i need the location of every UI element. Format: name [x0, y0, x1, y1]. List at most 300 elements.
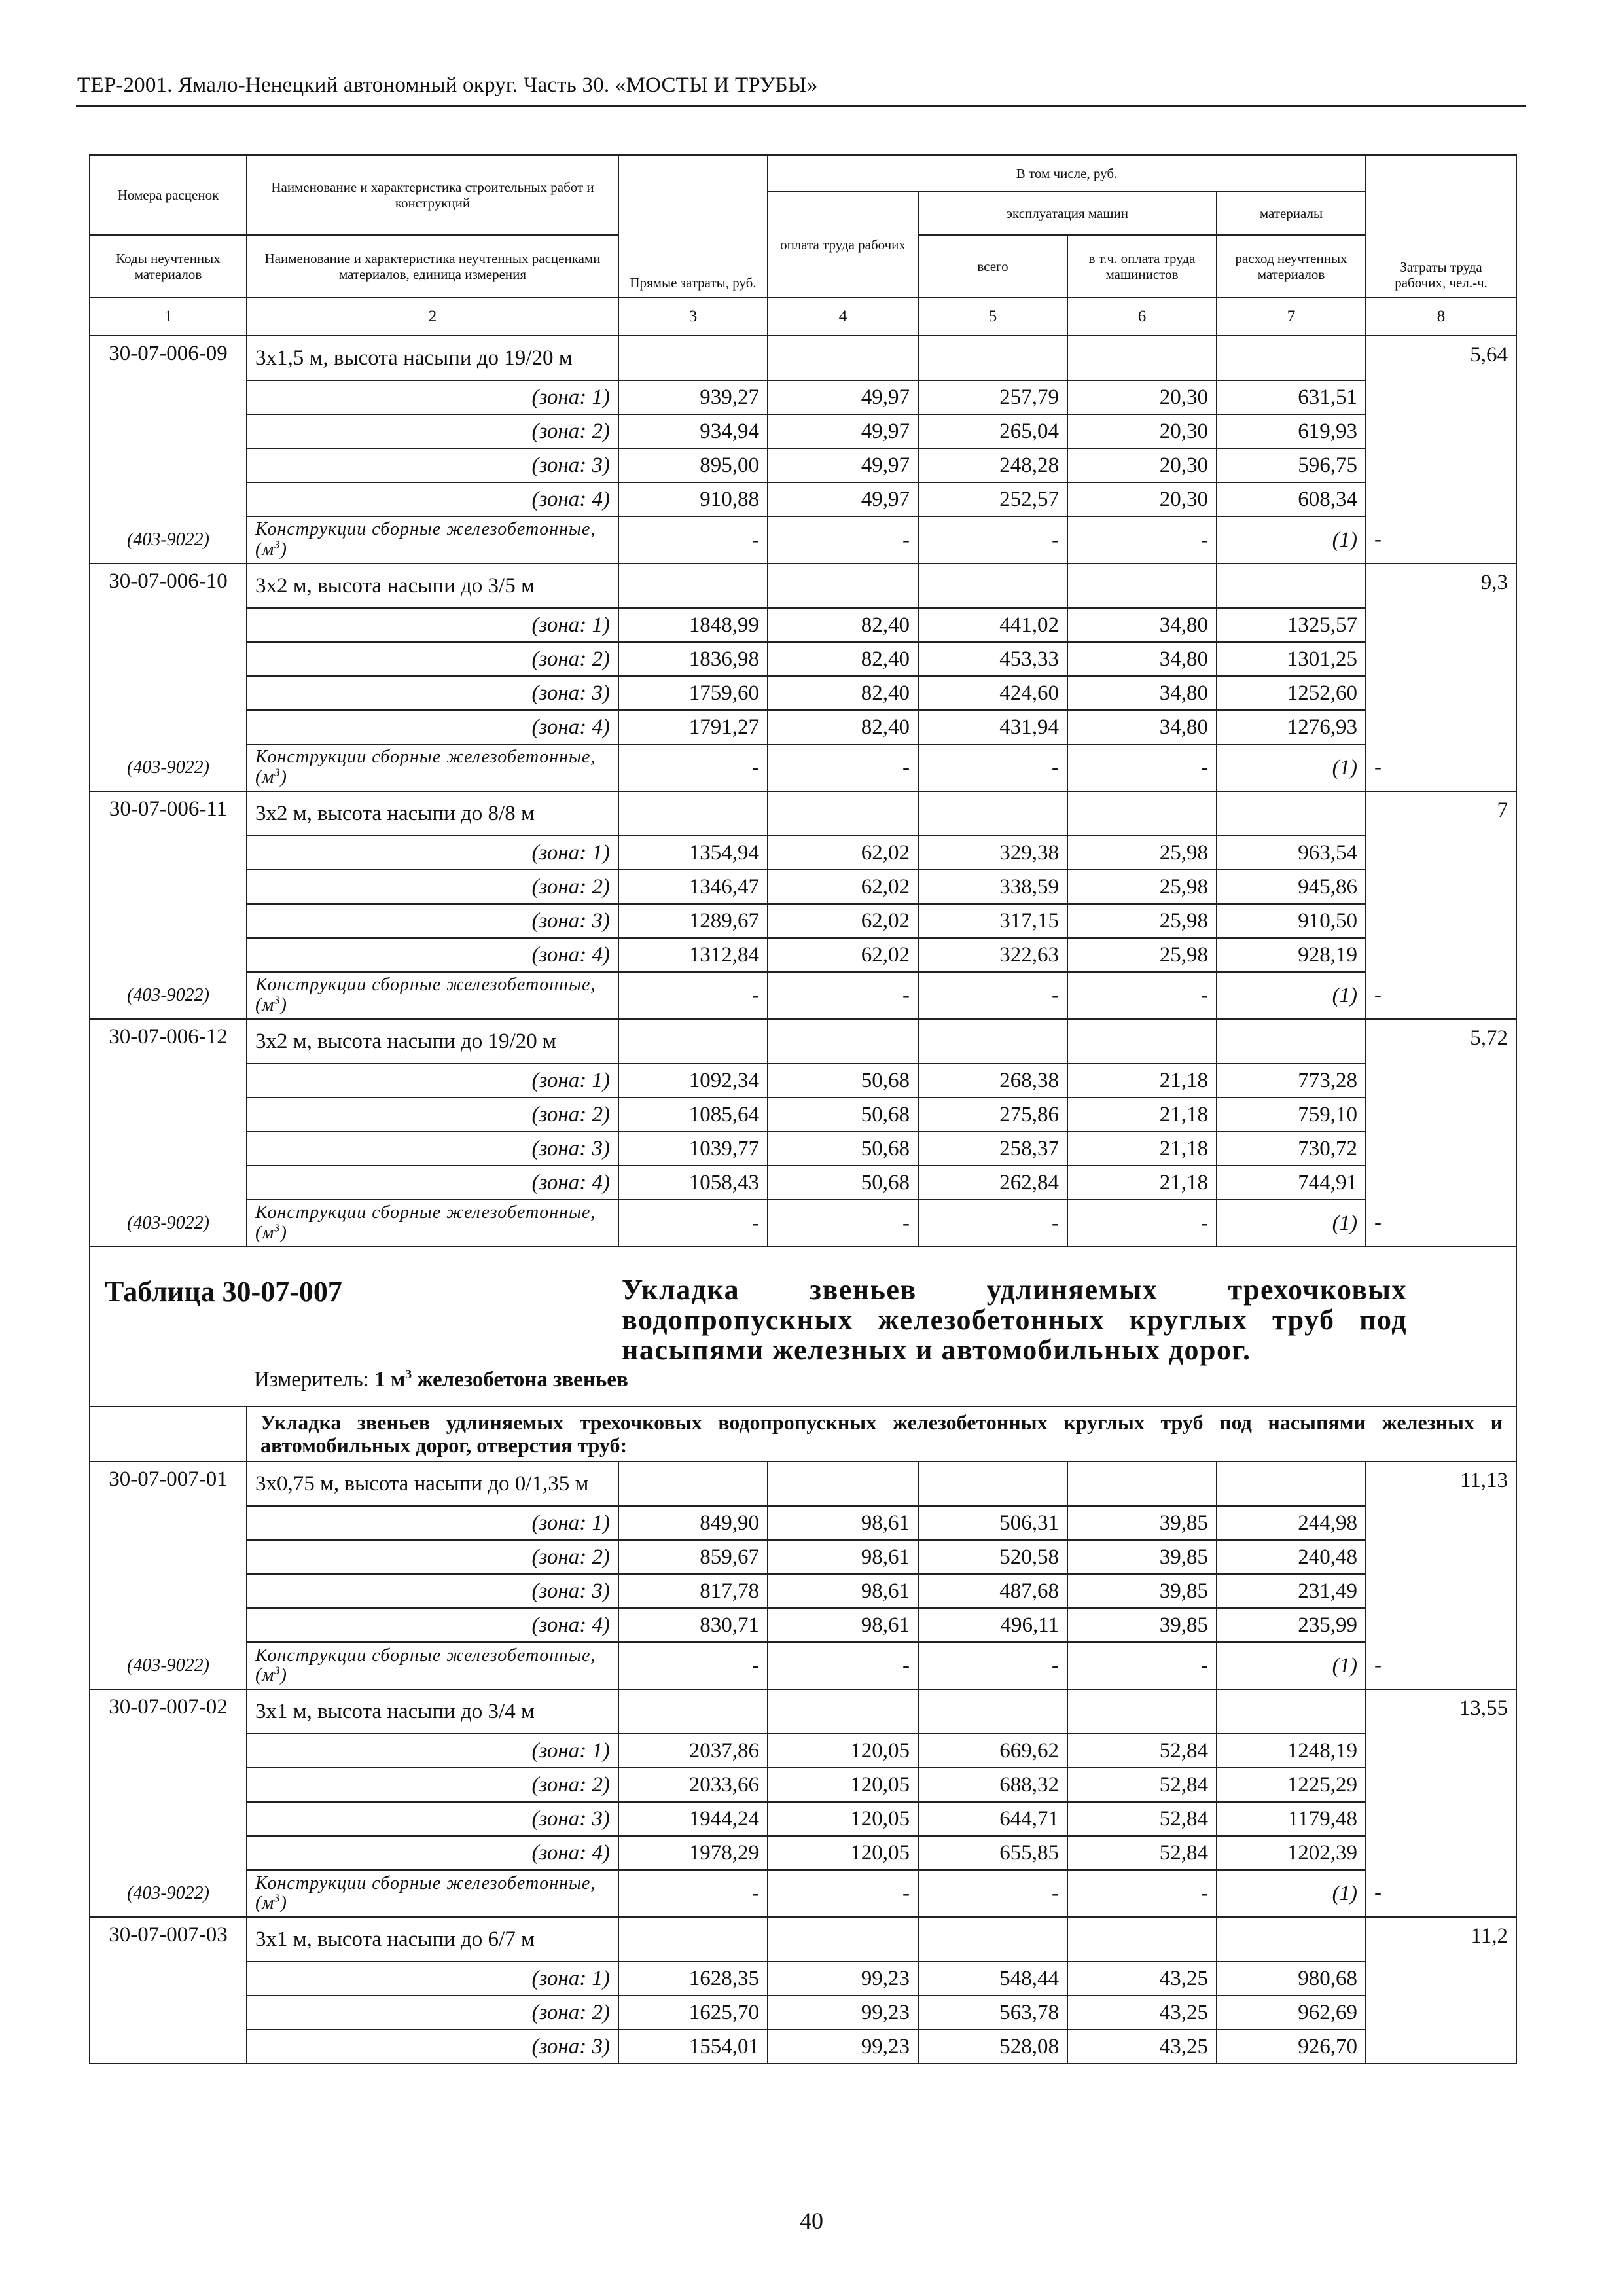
operator-wages: 52,84 — [1067, 1734, 1217, 1768]
operator-wages: 43,25 — [1067, 1962, 1217, 1996]
machine-cost: 248,28 — [918, 448, 1067, 482]
operator-wages: 25,98 — [1067, 904, 1217, 938]
column-number: 7 — [1217, 298, 1366, 336]
materials-cost: 1276,93 — [1217, 710, 1366, 744]
materials-cost: 1225,29 — [1217, 1768, 1366, 1802]
table-number: Таблица 30-07-007 — [105, 1276, 342, 1308]
zone-label: (зона: 3) — [247, 904, 618, 938]
empty-cell — [90, 676, 247, 710]
table-row — [90, 1019, 1516, 1064]
dash-cell: - — [618, 1642, 768, 1689]
table-row — [90, 1802, 1516, 1836]
direct-cost: 895,00 — [618, 448, 768, 482]
worker-wages: 50,68 — [768, 1132, 918, 1166]
operator-wages: 34,80 — [1067, 676, 1217, 710]
direct-cost: 1625,70 — [618, 1996, 768, 2030]
direct-cost: 1354,94 — [618, 836, 768, 870]
col4-header: оплата труда рабочих — [768, 192, 918, 298]
zone-label: (зона: 3) — [247, 1132, 618, 1166]
column-number: 6 — [1067, 298, 1217, 336]
zone-label: (зона: 3) — [247, 448, 618, 482]
direct-cost: 1058,43 — [618, 1166, 768, 1200]
material-code: (403-9022) — [90, 1870, 247, 1917]
direct-cost: 859,67 — [618, 1540, 768, 1574]
empty-cell — [618, 564, 768, 608]
empty-cell — [1067, 1917, 1217, 1962]
material-row — [90, 744, 1516, 791]
direct-cost: 910,88 — [618, 482, 768, 516]
machine-cost: 548,44 — [918, 1962, 1067, 1996]
worker-wages: 99,23 — [768, 1996, 918, 2030]
direct-cost: 1346,47 — [618, 870, 768, 904]
header-rule — [76, 105, 1526, 107]
meter-value: 1 м — [374, 1368, 406, 1391]
empty-cell — [90, 1574, 247, 1608]
labor-cost: 11,13 — [1366, 1462, 1516, 1506]
operator-wages: 21,18 — [1067, 1064, 1217, 1098]
materials-cost: 619,93 — [1217, 414, 1366, 448]
worker-wages: 62,02 — [768, 836, 918, 870]
work-description: 3х1 м, высота насыпи до 3/4 м — [247, 1689, 618, 1734]
empty-cell — [1366, 1574, 1516, 1608]
materials-cost: 631,51 — [1217, 380, 1366, 414]
empty-cell — [1217, 1019, 1366, 1064]
dash-cell: - — [1366, 516, 1516, 564]
material-unit-sup: 3 — [274, 1892, 281, 1905]
table-row — [90, 564, 1516, 608]
machine-cost: 424,60 — [918, 676, 1067, 710]
table-row — [90, 642, 1516, 676]
empty-cell — [90, 836, 247, 870]
empty-cell — [768, 1462, 918, 1506]
dash-cell: - — [768, 1642, 918, 1689]
worker-wages: 120,05 — [768, 1768, 918, 1802]
dash-cell: - — [1067, 744, 1217, 791]
dash-cell: - — [618, 1200, 768, 1247]
table-row — [90, 1132, 1516, 1166]
zone-label: (зона: 3) — [247, 1802, 618, 1836]
empty-cell — [1366, 482, 1516, 516]
zone-label: (зона: 1) — [247, 380, 618, 414]
empty-cell — [1366, 1734, 1516, 1768]
operator-wages: 20,30 — [1067, 414, 1217, 448]
col2-top-header: Наименование и характеристика строительных работ и конструкций — [247, 155, 618, 235]
zone-label: (зона: 2) — [247, 1768, 618, 1802]
empty-cell — [1366, 836, 1516, 870]
empty-cell — [1366, 1996, 1516, 2030]
worker-wages: 82,40 — [768, 676, 918, 710]
table-heading: Укладка звеньев удлиняемых трехочковых водопропускных железобетонных круглых труб под насыпями железных и автомобильных дорог. — [622, 1274, 1407, 1367]
operator-wages: 25,98 — [1067, 870, 1217, 904]
table-row — [90, 676, 1516, 710]
material-code: (403-9022) — [90, 972, 247, 1019]
rate-code: 30-07-007-02 — [90, 1689, 247, 1734]
operator-wages: 20,30 — [1067, 482, 1217, 516]
empty-cell — [1366, 1098, 1516, 1132]
material-row — [90, 1642, 1516, 1689]
machine-cost: 258,37 — [918, 1132, 1067, 1166]
material-name-text: Конструкции сборные железобетонные, (м — [255, 519, 596, 560]
table-row — [90, 448, 1516, 482]
empty-cell — [90, 1768, 247, 1802]
direct-cost: 1289,67 — [618, 904, 768, 938]
materials-cost: 773,28 — [1217, 1064, 1366, 1098]
dash-cell: - — [618, 1870, 768, 1917]
worker-wages: 98,61 — [768, 1506, 918, 1540]
zone-label: (зона: 1) — [247, 1734, 618, 1768]
direct-cost: 1978,29 — [618, 1836, 768, 1870]
rate-code: 30-07-006-11 — [90, 791, 247, 836]
empty-cell — [1366, 1540, 1516, 1574]
table-row — [90, 1540, 1516, 1574]
zone-label: (зона: 3) — [247, 676, 618, 710]
direct-cost: 1092,34 — [618, 1064, 768, 1098]
worker-wages: 120,05 — [768, 1836, 918, 1870]
table-row — [90, 1768, 1516, 1802]
table-title-cell — [90, 1247, 1516, 1407]
rate-code: 30-07-007-01 — [90, 1462, 247, 1506]
dash-cell: - — [1067, 516, 1217, 564]
worker-wages: 49,97 — [768, 482, 918, 516]
empty-cell — [1366, 608, 1516, 642]
operator-wages: 25,98 — [1067, 938, 1217, 972]
worker-wages: 98,61 — [768, 1608, 918, 1642]
work-description: 3х2 м, высота насыпи до 3/5 м — [247, 564, 618, 608]
machine-cost: 268,38 — [918, 1064, 1067, 1098]
col6-header: в т.ч. оплата труда машинистов — [1067, 235, 1217, 298]
empty-cell — [90, 482, 247, 516]
empty-cell — [1366, 414, 1516, 448]
zone-label: (зона: 2) — [247, 1098, 618, 1132]
operator-wages: 34,80 — [1067, 710, 1217, 744]
dash-cell: - — [918, 1642, 1067, 1689]
rate-code: 30-07-006-12 — [90, 1019, 247, 1064]
table-row — [90, 836, 1516, 870]
empty-cell — [618, 1689, 768, 1734]
empty-cell — [618, 336, 768, 380]
zone-label: (зона: 2) — [247, 870, 618, 904]
materials-cost: 235,99 — [1217, 1608, 1366, 1642]
direct-cost: 1312,84 — [618, 938, 768, 972]
machine-cost: 275,86 — [918, 1098, 1067, 1132]
material-code: (403-9022) — [90, 1200, 247, 1247]
empty-cell — [1366, 938, 1516, 972]
material-name-tail: ) — [280, 1665, 287, 1686]
direct-cost: 934,94 — [618, 414, 768, 448]
empty-cell — [90, 2030, 247, 2064]
materials-cost: 980,68 — [1217, 1962, 1366, 1996]
dash-cell: - — [1366, 972, 1516, 1019]
operator-wages: 21,18 — [1067, 1132, 1217, 1166]
running-header: ТЕР-2001. Ямало-Ненецкий автономный округ. Часть 30. «МОСТЫ И ТРУБЫ» — [77, 73, 818, 97]
empty-cell — [1067, 1019, 1217, 1064]
table-row — [90, 414, 1516, 448]
empty-cell — [1366, 1608, 1516, 1642]
zone-label: (зона: 4) — [247, 482, 618, 516]
dash-cell: - — [1067, 972, 1217, 1019]
materials-cost: 1252,60 — [1217, 676, 1366, 710]
labor-cost: 5,72 — [1366, 1019, 1516, 1064]
material-name-tail: ) — [280, 1223, 287, 1243]
material-name — [247, 972, 618, 1019]
meter-sup: 3 — [405, 1367, 412, 1382]
col3-header: Прямые затраты, руб. — [618, 155, 768, 298]
empty-cell — [90, 1540, 247, 1574]
col8-header: Затраты труда рабочих, чел.-ч. — [1366, 155, 1516, 298]
machine-cost: 322,63 — [918, 938, 1067, 972]
operator-wages: 20,30 — [1067, 448, 1217, 482]
materials-cost: 244,98 — [1217, 1506, 1366, 1540]
material-unit-sup: 3 — [274, 1664, 281, 1677]
empty-cell — [90, 414, 247, 448]
empty-cell — [90, 904, 247, 938]
direct-cost: 2037,86 — [618, 1734, 768, 1768]
empty-cell — [1366, 448, 1516, 482]
material-code: (403-9022) — [90, 744, 247, 791]
empty-cell — [1217, 791, 1366, 836]
operator-wages: 52,84 — [1067, 1768, 1217, 1802]
worker-wages: 82,40 — [768, 608, 918, 642]
materials-cost: 1301,25 — [1217, 642, 1366, 676]
machine-cost: 431,94 — [918, 710, 1067, 744]
material-name-text: Конструкции сборные железобетонные, (м — [255, 747, 596, 787]
zone-label: (зона: 2) — [247, 642, 618, 676]
empty-cell — [1366, 904, 1516, 938]
machines-header: эксплуатация машин — [918, 192, 1217, 235]
materials-cost: 910,50 — [1217, 904, 1366, 938]
empty-cell — [1366, 1836, 1516, 1870]
empty-cell — [90, 1734, 247, 1768]
direct-cost: 1759,60 — [618, 676, 768, 710]
empty-cell — [90, 1608, 247, 1642]
zone-label: (зона: 2) — [247, 414, 618, 448]
empty-cell — [768, 1689, 918, 1734]
table-row — [90, 336, 1516, 380]
material-unit-sup: 3 — [274, 994, 281, 1007]
table-row — [90, 938, 1516, 972]
operator-wages: 21,18 — [1067, 1098, 1217, 1132]
empty-cell — [618, 1019, 768, 1064]
dash-cell: - — [918, 1870, 1067, 1917]
dash-cell: - — [1366, 744, 1516, 791]
dash-cell: - — [918, 516, 1067, 564]
materials-cost: 945,86 — [1217, 870, 1366, 904]
worker-wages: 49,97 — [768, 380, 918, 414]
zone-label: (зона: 4) — [247, 1166, 618, 1200]
empty-cell — [918, 791, 1067, 836]
material-code: (403-9022) — [90, 516, 247, 564]
column-number: 4 — [768, 298, 918, 336]
material-name-tail: ) — [280, 1893, 287, 1914]
empty-cell — [918, 1689, 1067, 1734]
empty-cell — [1366, 1064, 1516, 1098]
empty-cell — [768, 1917, 918, 1962]
zone-label: (зона: 1) — [247, 836, 618, 870]
dash-cell: - — [768, 516, 918, 564]
dash-cell: - — [618, 972, 768, 1019]
dash-cell: - — [1067, 1870, 1217, 1917]
empty-cell — [1366, 380, 1516, 414]
table-meter — [254, 1368, 628, 1392]
column-number: 5 — [918, 298, 1067, 336]
column-number: 1 — [90, 298, 247, 336]
material-name-text: Конструкции сборные железобетонные, (м — [255, 1202, 596, 1243]
column-number: 2 — [247, 298, 618, 336]
material-name — [247, 1870, 618, 1917]
empty-cell — [90, 1064, 247, 1098]
operator-wages: 39,85 — [1067, 1506, 1217, 1540]
empty-cell — [90, 1996, 247, 2030]
material-quantity: (1) — [1217, 1200, 1366, 1247]
dash-cell: - — [1366, 1642, 1516, 1689]
empty-cell — [90, 608, 247, 642]
materials-cost: 231,49 — [1217, 1574, 1366, 1608]
dash-cell: - — [768, 1200, 918, 1247]
operator-wages: 52,84 — [1067, 1802, 1217, 1836]
machine-cost: 496,11 — [918, 1608, 1067, 1642]
empty-cell — [618, 791, 768, 836]
operator-wages: 34,80 — [1067, 642, 1217, 676]
materials-header: материалы — [1217, 192, 1366, 235]
empty-cell — [768, 1019, 918, 1064]
operator-wages: 34,80 — [1067, 608, 1217, 642]
material-name — [247, 1200, 618, 1247]
rate-code: 30-07-006-10 — [90, 564, 247, 608]
price-table — [89, 154, 1517, 2064]
worker-wages: 50,68 — [768, 1098, 918, 1132]
work-description: 3х1 м, высота насыпи до 6/7 м — [247, 1917, 618, 1962]
material-row — [90, 1870, 1516, 1917]
table-row — [90, 1996, 1516, 2030]
materials-cost: 730,72 — [1217, 1132, 1366, 1166]
machine-cost: 644,71 — [918, 1802, 1067, 1836]
empty-cell — [1217, 564, 1366, 608]
empty-cell — [1217, 1462, 1366, 1506]
labor-cost: 13,55 — [1366, 1689, 1516, 1734]
empty-cell — [1067, 1462, 1217, 1506]
material-name — [247, 1642, 618, 1689]
table-row — [90, 1506, 1516, 1540]
zone-label: (зона: 4) — [247, 1836, 618, 1870]
worker-wages: 62,02 — [768, 870, 918, 904]
materials-cost: 926,70 — [1217, 2030, 1366, 2064]
direct-cost: 830,71 — [618, 1608, 768, 1642]
empty-cell — [1366, 676, 1516, 710]
empty-cell — [1366, 1768, 1516, 1802]
material-name-text: Конструкции сборные железобетонные, (м — [255, 1645, 596, 1686]
worker-wages: 82,40 — [768, 710, 918, 744]
operator-wages: 25,98 — [1067, 836, 1217, 870]
materials-cost: 759,10 — [1217, 1098, 1366, 1132]
material-name — [247, 744, 618, 791]
dash-cell: - — [1366, 1870, 1516, 1917]
empty-cell — [1366, 1962, 1516, 1996]
empty-cell — [918, 336, 1067, 380]
empty-cell — [768, 564, 918, 608]
direct-cost: 1944,24 — [618, 1802, 768, 1836]
dash-cell: - — [768, 744, 918, 791]
empty-cell — [918, 1917, 1067, 1962]
empty-cell — [1366, 1802, 1516, 1836]
table-row — [90, 608, 1516, 642]
operator-wages: 21,18 — [1067, 1166, 1217, 1200]
zone-label: (зона: 1) — [247, 608, 618, 642]
materials-cost: 1248,19 — [1217, 1734, 1366, 1768]
table-row — [90, 1689, 1516, 1734]
machine-cost: 262,84 — [918, 1166, 1067, 1200]
operator-wages: 39,85 — [1067, 1608, 1217, 1642]
material-quantity: (1) — [1217, 1870, 1366, 1917]
material-row — [90, 1200, 1516, 1247]
table-30-07-006-body — [90, 336, 1516, 1247]
material-unit-sup: 3 — [274, 538, 281, 551]
machine-cost: 257,79 — [918, 380, 1067, 414]
column-number: 3 — [618, 298, 768, 336]
table-row — [90, 1917, 1516, 1962]
material-name-text: Конструкции сборные железобетонные, (м — [255, 975, 596, 1015]
table-row — [90, 2030, 1516, 2064]
materials-cost: 963,54 — [1217, 836, 1366, 870]
worker-wages: 98,61 — [768, 1574, 918, 1608]
materials-cost: 928,19 — [1217, 938, 1366, 972]
empty-cell — [90, 380, 247, 414]
operator-wages: 43,25 — [1067, 2030, 1217, 2064]
empty-cell — [1366, 2030, 1516, 2064]
machine-cost: 688,32 — [918, 1768, 1067, 1802]
direct-cost: 1039,77 — [618, 1132, 768, 1166]
material-row — [90, 972, 1516, 1019]
group-header: В том числе, руб. — [768, 155, 1366, 192]
empty-cell — [918, 1462, 1067, 1506]
col1-top-header: Номера расценок — [90, 155, 247, 235]
direct-cost: 939,27 — [618, 380, 768, 414]
dash-cell: - — [1067, 1200, 1217, 1247]
operator-wages: 39,85 — [1067, 1574, 1217, 1608]
operator-wages: 43,25 — [1067, 1996, 1217, 2030]
empty-cell — [90, 1166, 247, 1200]
zone-label: (зона: 1) — [247, 1064, 618, 1098]
meter-tail: железобетона звеньев — [412, 1368, 628, 1391]
work-description: 3х0,75 м, высота насыпи до 0/1,35 м — [247, 1462, 618, 1506]
group-spacer — [90, 1407, 247, 1462]
table-row — [90, 1836, 1516, 1870]
dash-cell: - — [1366, 1200, 1516, 1247]
material-row — [90, 516, 1516, 564]
direct-cost: 1791,27 — [618, 710, 768, 744]
empty-cell — [90, 1962, 247, 1996]
empty-cell — [90, 710, 247, 744]
table-row — [90, 380, 1516, 414]
zone-label: (зона: 1) — [247, 1962, 618, 1996]
materials-cost: 1202,39 — [1217, 1836, 1366, 1870]
table-row — [90, 482, 1516, 516]
meter-label: Измеритель: — [254, 1368, 375, 1391]
empty-cell — [1217, 1689, 1366, 1734]
worker-wages: 120,05 — [768, 1802, 918, 1836]
worker-wages: 98,61 — [768, 1540, 918, 1574]
dash-cell: - — [918, 744, 1067, 791]
direct-cost: 1848,99 — [618, 608, 768, 642]
zone-label: (зона: 4) — [247, 938, 618, 972]
empty-cell — [768, 336, 918, 380]
materials-cost: 608,34 — [1217, 482, 1366, 516]
worker-wages: 50,68 — [768, 1166, 918, 1200]
material-quantity: (1) — [1217, 1642, 1366, 1689]
zone-label: (зона: 2) — [247, 1996, 618, 2030]
col7-header: расход неучтенных материалов — [1217, 235, 1366, 298]
empty-cell — [90, 448, 247, 482]
worker-wages: 120,05 — [768, 1734, 918, 1768]
